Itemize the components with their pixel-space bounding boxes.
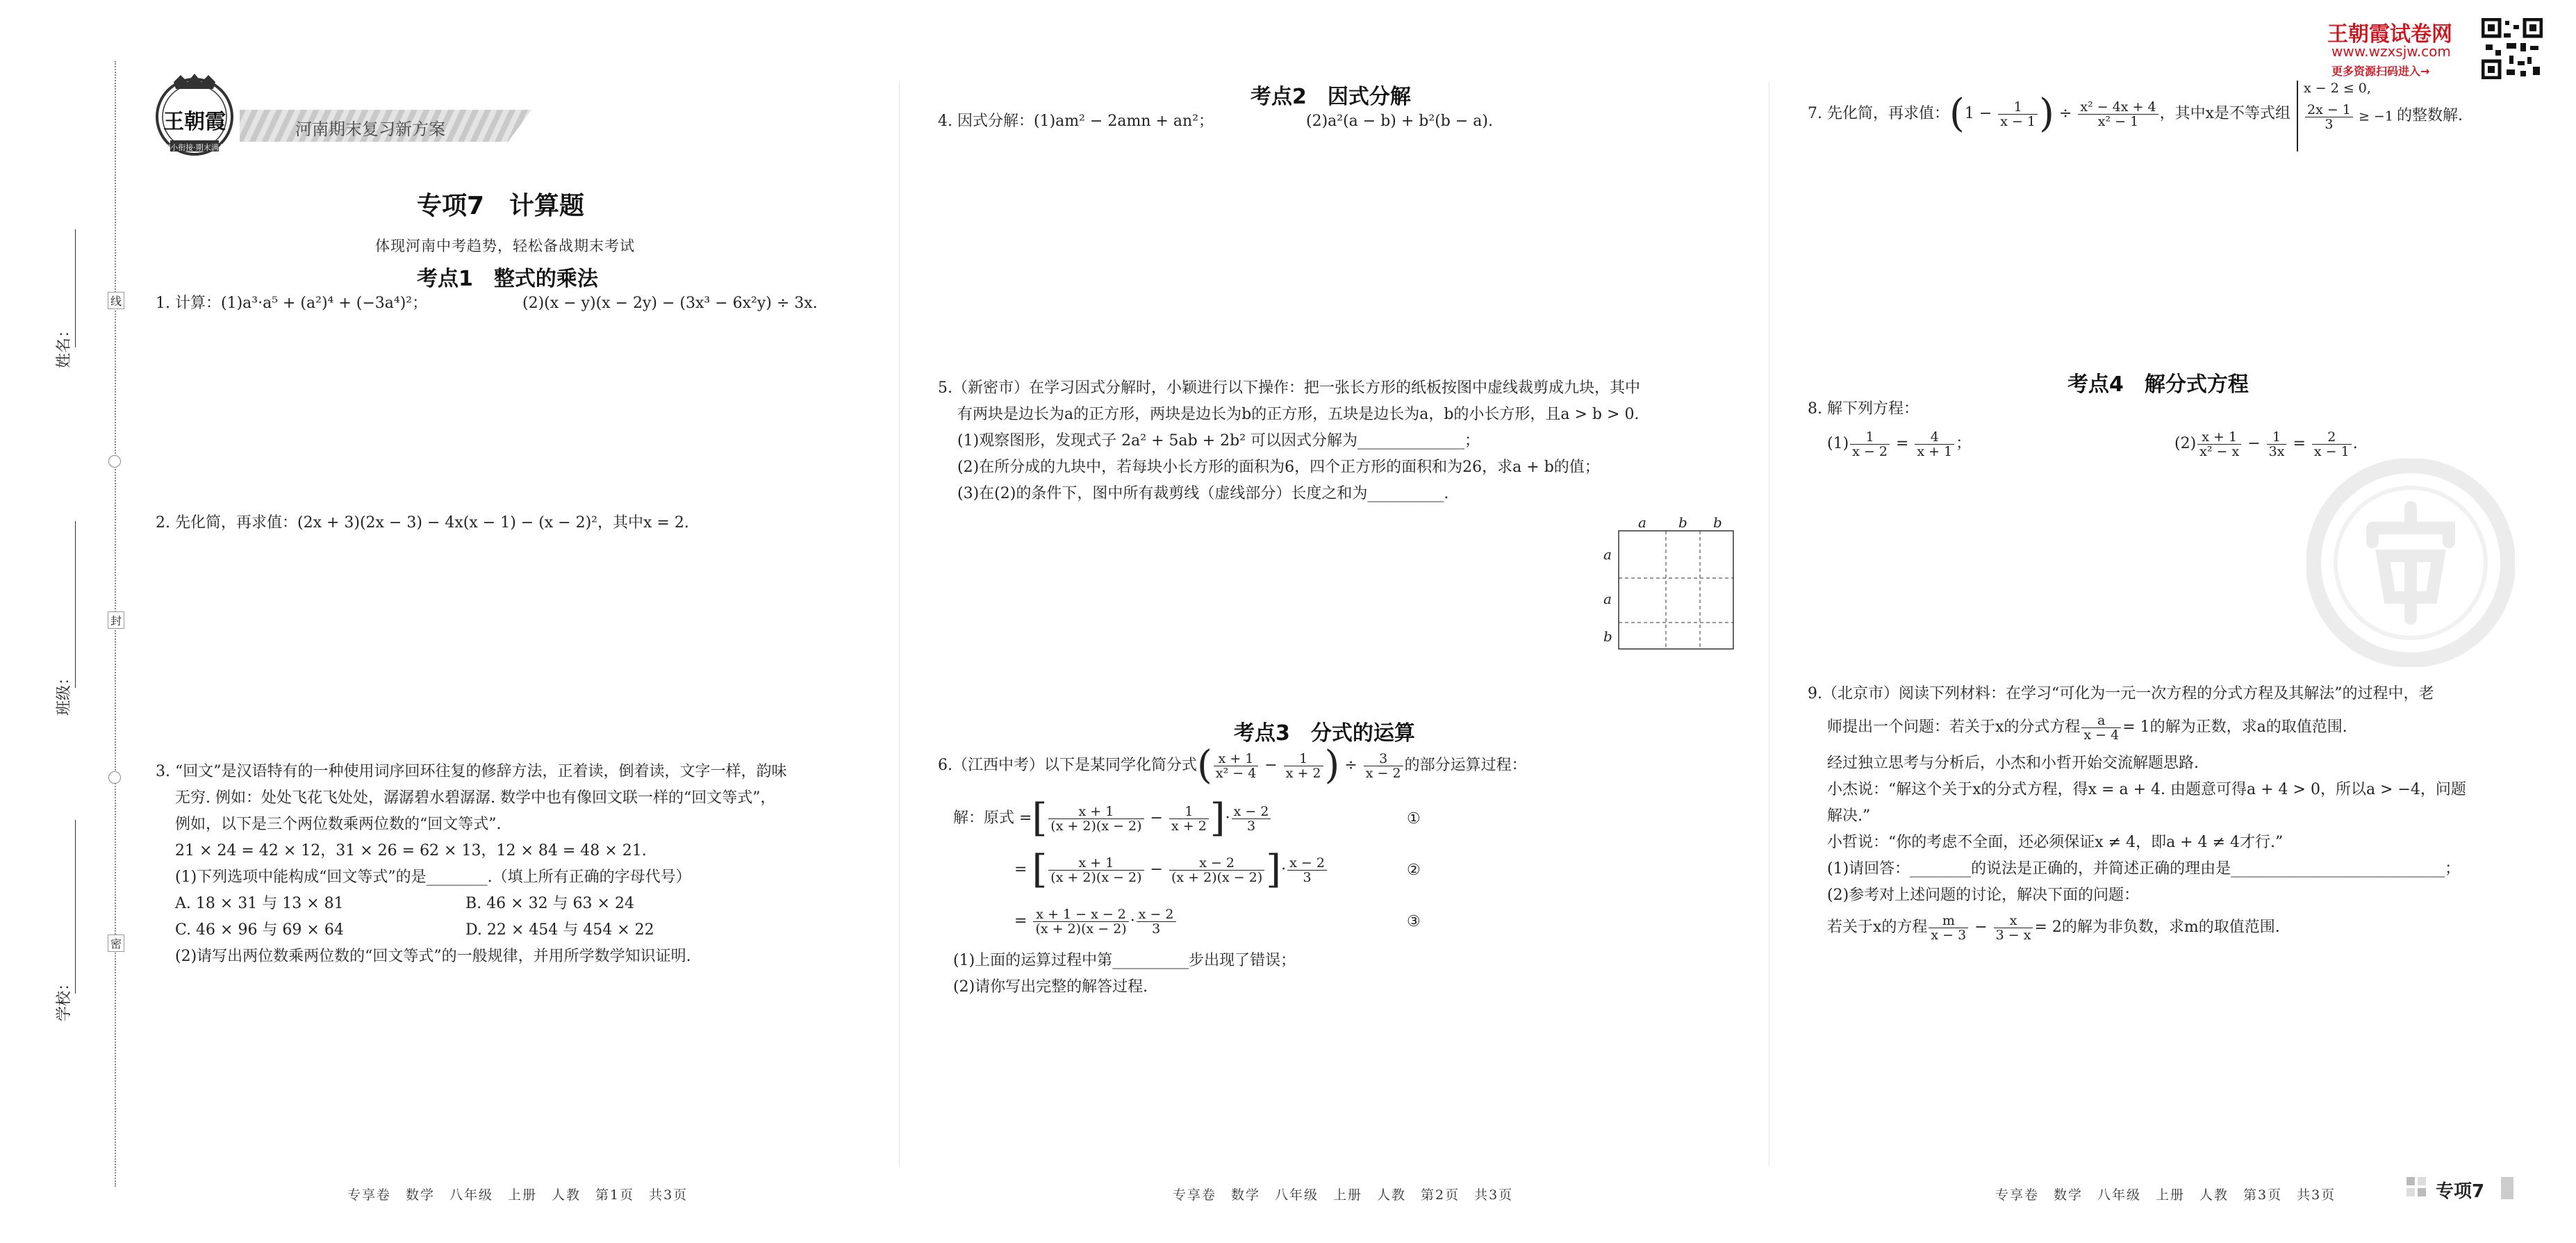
question-3-line-2: 无穷. 例如：处处飞花飞处处，潺潺碧水碧潺潺. 数学中也有像回文联一样的“回文等式”， [175, 789, 776, 807]
question-9-line-9: 若关于x的方程 $\frac{m}{x - 3}$ − $\frac{x}{3 - x}$ = 2的解为非负数，求m的取值范围. [1827, 912, 2280, 943]
question-4b: (2)a²(a − b) + b²(b − a). [1306, 113, 1493, 130]
question-1b: (2)(x − y)(x − 2y) − (3x³ − 6x²y) ÷ 3x. [522, 295, 818, 312]
name-line [75, 229, 76, 347]
option-d: D. 22 × 454 与 454 × 22 [465, 921, 654, 939]
question-6-part-1: (1)上面的运算过程中第__________步出现了错误； [953, 952, 1296, 969]
fraction-6b: $\frac{1}{x + 2}$ [1284, 752, 1323, 780]
question-4a: 4. 因式分解：(1)am² − 2amn + an²； [938, 113, 1214, 130]
watermark-seal [2306, 459, 2515, 667]
school-line [75, 820, 76, 994]
step-marker-3: ③ [1407, 913, 1421, 930]
figure-label-left-a2: a [1603, 591, 1612, 607]
question-6-intro-text: 6.（江西中考）以下是某同学化简分式 [938, 757, 1197, 774]
solution-step-2: = [ $\frac{x + 1}{(x + 2)(x - 2)}$ − $\frac{x - 2}{(x + 2)(x - 2)}$ ]· $\frac{x - 2}{3}$ [1014, 850, 1328, 889]
question-7-tail: 的整数解. [2397, 107, 2463, 124]
question-6-intro: 6.（江西中考）以下是某同学化简分式( $\frac{x + 1}{\text{x² − 4}}$ − $\frac{1}{x + 2}$ ) ÷ $\frac{3}{x - 2}$ 的部分运算过程： [938, 743, 1527, 788]
logo-subtext: 初小衔接·期末满分 [163, 143, 226, 152]
figure-label-top-a: a [1638, 514, 1646, 531]
option-c: C. 46 × 96 与 69 × 64 [175, 921, 344, 939]
footer-page-2: 专享卷 数学 八年级 上册 人教 第2页 共3页 [1173, 1187, 1514, 1203]
question-9-line-2-lead: 师提出一个问题：若关于x的分式方程 [1827, 718, 2081, 736]
question-3-part-2: (2)请写出两位数乘两位数的“回文等式”的一般规律，并用所学数学知识证明. [175, 948, 691, 965]
section-3-title: 考点3 分式的运算 [1234, 721, 1415, 746]
question-5-line-5: (3)在(2)的条件下，图中所有裁剪线（虚线部分）长度之和为__________. [957, 485, 1449, 502]
question-7-mid: ，其中x是不等式组 [2159, 105, 2291, 122]
question-5-line-1: 5.（新密市）在学习因式分解时，小颖进行以下操作：把一张长方形的纸板按图中虚线裁剪成九块，其中 [938, 379, 1640, 397]
footer-page-1: 专享卷 数学 八年级 上册 人教 第1页 共3页 [347, 1187, 688, 1203]
fraction-6a: $\frac{x + 1}{\text{x² − 4}}$ [1214, 752, 1258, 780]
question-9-line-4: 小杰说：“解这个关于x的分式方程，得x = a + 4. 由题意可得a + 4 > 0，所以a > −4，问题 [1827, 781, 2466, 798]
question-9-line-5: 解决.” [1827, 807, 1871, 825]
qr-code-icon[interactable] [2482, 18, 2543, 79]
binding-mark-3: 密 [108, 935, 124, 952]
question-1a: 1. 计算：(1)a³·a⁵ + (a²)⁴ + (−3a⁴)²； [156, 295, 428, 312]
binding-circle-2 [108, 771, 121, 784]
question-9-line-1: 9.（北京市）阅读下列材料：在学习“可化为一元一次方程的分式方程及其解法”的过程中，老 [1808, 685, 2434, 702]
question-9-line-9-lead: 若关于x的方程 [1827, 919, 1928, 936]
topic-tag-bar [2501, 1177, 2513, 1199]
page-subtitle: 体现河南中考趋势，轻松备战期末考试 [375, 238, 635, 254]
question-3-line-5: (1)下列选项中能构成“回文等式”的是________.（填上所有正确的字母代号） [175, 869, 691, 886]
inequality-1: x − 2 ≤ 0, [2304, 81, 2371, 96]
figure-label-top-b2: b [1713, 514, 1722, 531]
section-4-title: 考点4 解分式方程 [2067, 372, 2249, 397]
question-9-line-7: (1)请回答：________的说法是正确的，并简述正确的理由是____________________________； [1827, 860, 2461, 878]
name-label: 姓名： [56, 322, 73, 368]
question-9-line-3: 经过独立思考与分析后，小杰和小哲开始交流解题思路. [1827, 755, 2199, 772]
question-8a: (1) $\frac{1}{x - 2}$ = $\frac{4}{x + 1}$ ； [1827, 429, 1972, 459]
section-2-title: 考点2 因式分解 [1250, 85, 1411, 109]
question-3-line-4: 21 × 24 = 42 × 12，31 × 26 = 62 × 13，12 × 84 = 48 × 21. [175, 842, 647, 859]
solution-step-1: 解：原式 =[ $\frac{x + 1}{(x + 2)(x - 2)}$ − $\frac{1}{x + 2}$ ]· $\frac{x - 2}{3}$ [953, 799, 1272, 838]
corner-squares-icon [2406, 1177, 2427, 1198]
inequality-system: x − 2 ≤ 0, $\frac{2x - 1}{3}$ ≥ −1 [2297, 81, 2408, 151]
solution-lead: 解：原式 = [953, 809, 1032, 827]
column-divider-1 [899, 82, 900, 1166]
question-9-line-9-tail: = 2的解为非负数，求m的取值范围. [2034, 919, 2280, 936]
question-5-line-4: (2)在所分成的九块中，若每块小长方形的面积为6，四个正方形的面积和为26，求a + b的值； [957, 459, 1600, 476]
binding-mark-1: 线 [108, 292, 124, 309]
step-marker-1: ① [1407, 810, 1421, 828]
question-6-tail: 的部分运算过程： [1404, 757, 1527, 774]
question-5-line-3: (1)观察图形，发现式子 2a² + 5ab + 2b² 可以因式分解为______________； [957, 432, 1480, 450]
question-8b: (2) $\frac{x + 1}{\text{x² − x}}$ − $\frac{1}{3x}$ = $\frac{2}{x - 1}$ . [2174, 429, 2358, 459]
class-line [75, 521, 76, 688]
question-8: 8. 解下列方程： [1808, 400, 1919, 418]
site-name: 王朝霞试卷网 [2327, 22, 2452, 47]
question-7: 7. 先化简，再求值：(1 − $\frac{1}{x - 1}$ ) ÷ $\frac{\text{x² − 4x + 4}}{\text{x² − 1}}$ ，其中x是不等式组 [1808, 91, 2291, 136]
figure-label-left-b: b [1603, 628, 1612, 645]
solution-step-3: = $\frac{x + 1 - x - 2}{(x + 2)(x - 2)}$ · $\frac{x - 2}{3}$ [1014, 902, 1178, 941]
footer-page-3: 专享卷 数学 八年级 上册 人教 第3页 共3页 [1995, 1187, 2336, 1203]
section-1-title: 考点1 整式的乘法 [417, 267, 598, 291]
question-5-line-2: 有两块是边长为a的正方形，两块是边长为b的正方形，五块是边长为a，b的小长方形，且a > b > 0. [957, 406, 1640, 423]
figure-label-left-a1: a [1603, 546, 1612, 563]
question-9-line-2: 师提出一个问题：若关于x的分式方程 $\frac{a}{x - 4}$ = 1的解为正数，求a的取值范围. [1827, 712, 2347, 743]
question-3-line-3: 例如，以下是三个两位数乘两位数的“回文等式”. [175, 816, 502, 833]
school-label: 学校： [56, 975, 73, 1021]
class-label: 班级： [56, 669, 73, 716]
banner-text: 河南期末复习新方案 [295, 120, 445, 139]
option-a: A. 18 × 31 与 13 × 81 [175, 895, 344, 912]
figure-label-top-b1: b [1678, 514, 1687, 531]
page-title: 专项7 计算题 [417, 192, 585, 220]
question-7-lead: 7. 先化简，再求值： [1808, 105, 1949, 122]
question-9-line-2-tail: = 1的解为正数，求a的取值范围. [2122, 718, 2347, 736]
logo [149, 69, 240, 160]
binding-mark-2: 封 [108, 611, 124, 629]
logo-text: 王朝霞 [163, 110, 226, 134]
option-b: B. 46 × 32 与 63 × 24 [465, 895, 634, 912]
fraction-6c: $\frac{3}{x - 2}$ [1364, 752, 1403, 780]
question-3-line-1: 3. “回文”是汉语特有的一种使用词序回环往复的修辞方法，正着读，倒着读，文字一样，韵味 [156, 763, 787, 780]
question-6-part-2: (2)请你写出完整的解答过程. [953, 978, 1148, 996]
question-9-line-8: (2)参考对上述问题的讨论，解决下面的问题： [1827, 887, 2140, 904]
cutting-figure [1598, 514, 1751, 667]
binding-circle-1 [108, 455, 121, 468]
question-9-line-6: 小哲说：“你的考虑不全面，还必须保证x ≠ 4，即a + 4 ≠ 4才行.” [1827, 834, 2284, 851]
topic-tag: 专项7 [2436, 1181, 2485, 1202]
site-hint: 更多资源扫码进入→ [2331, 65, 2430, 78]
site-url[interactable]: www.wzxsjw.com [2331, 43, 2451, 60]
question-2: 2. 先化简，再求值：(2x + 3)(2x − 3) − 4x(x − 1) − (x − 2)²，其中x = 2. [156, 514, 689, 532]
step-marker-2: ② [1407, 862, 1421, 879]
